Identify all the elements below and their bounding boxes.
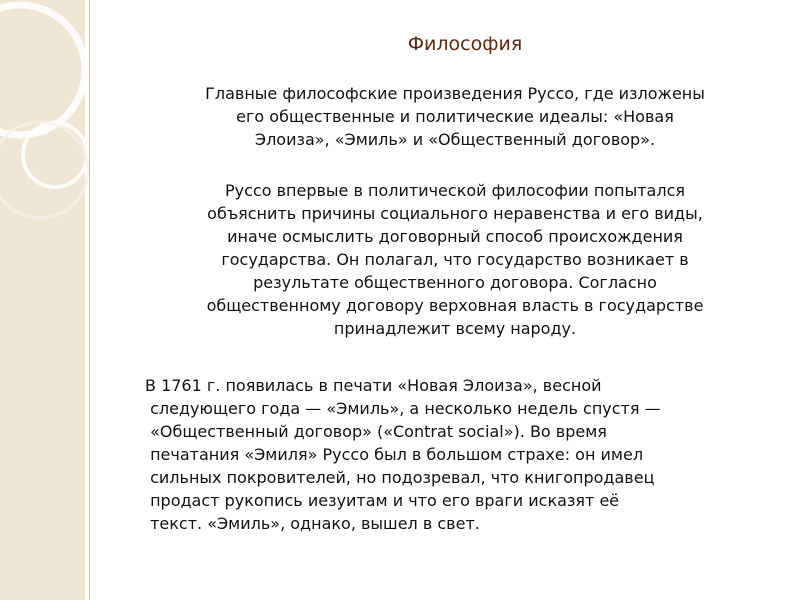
paragraph-social-contract: Руссо впервые в политической философии попытался объяснить причины социального неравенства и его виды, иначе осмыслить договорный способ происхождения государства. Он полагал, что государство возникает в результате общественного договора. Согласно общественному договору верховная власть в государстве принадлежит всему народу. <box>206 181 704 338</box>
decorative-rings-graphic <box>0 0 90 600</box>
paragraph-main-works: Главные философские произведения Руссо, где изложены его общественные и политические идеалы: «Новая Элоиза», «Эмиль» и «Общественный договор». <box>205 84 705 149</box>
decorative-ring-small <box>23 123 87 187</box>
paragraph-publication-history: В 1761 г. появилась в печати «Новая Элоиза», весной следующего года — «Эмиль», а несколько недель спустя — «Общественный договор» («Contrat social»). Во время печатания «Эмиля» Руссо был в большом страхе: он имел сильных покровителей, но подозревал, что книгопродавец продаст рукопись иезуитам и что его враги исказят её текст. «Эмиль», однако, вышел в свет. <box>145 376 661 533</box>
decorative-divider-line <box>89 0 90 600</box>
decorative-ring-large <box>0 5 85 135</box>
slide-title: Философия <box>407 33 523 55</box>
